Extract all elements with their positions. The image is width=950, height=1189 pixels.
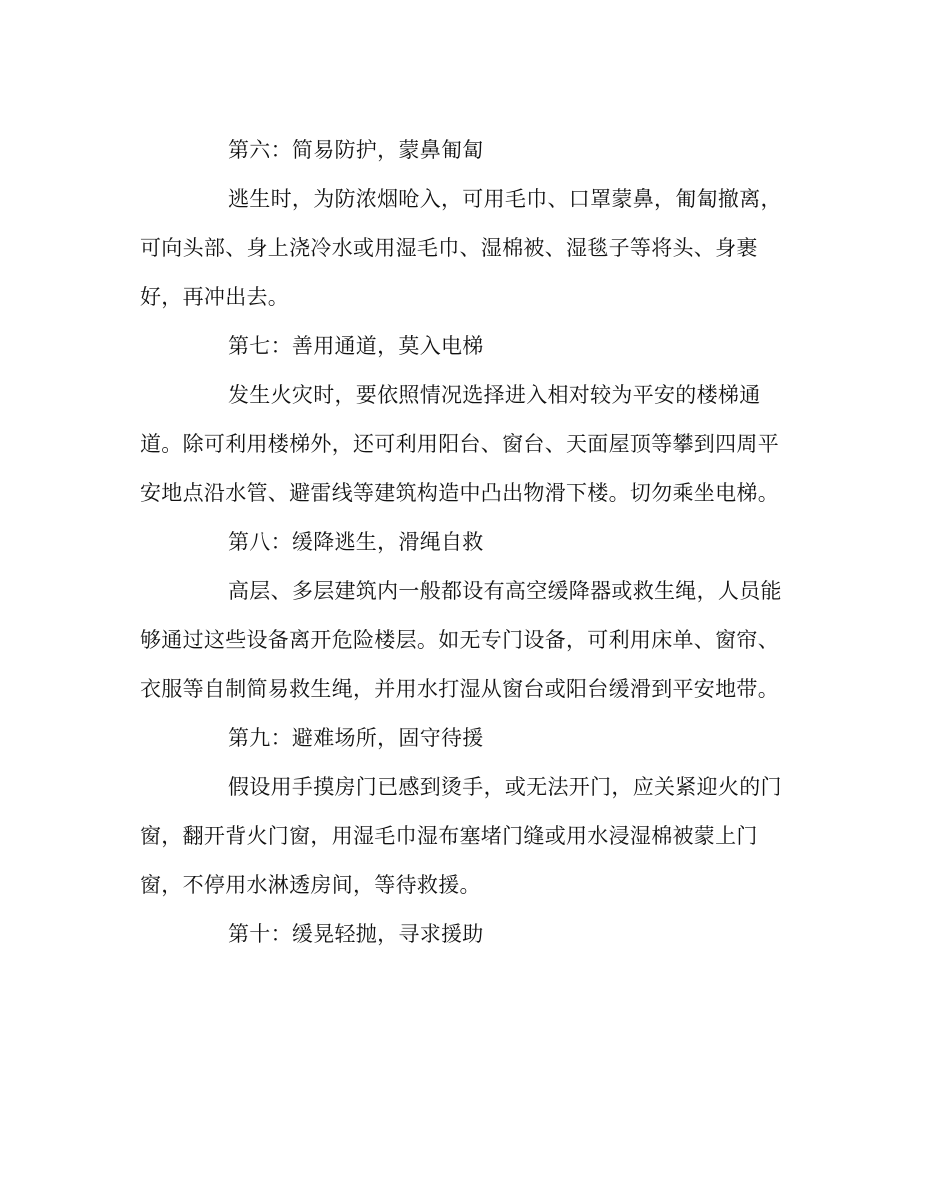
paragraph-line: 窗，不停用水淋透房间，等待救援。 bbox=[140, 873, 481, 897]
paragraph-line: 够通过这些设备离开危险楼层。如无专门设备，可利用床单、窗帘、 bbox=[140, 628, 779, 652]
paragraph-line: 窗，翻开背火门窗，用湿毛巾湿布塞堵门缝或用水浸湿棉被蒙上门 bbox=[140, 824, 758, 848]
paragraph-line: 安地点沿水管、避雷线等建筑构造中凸出物滑下楼。切勿乘坐电梯。 bbox=[140, 481, 779, 505]
section-heading: 第十：缓晃轻抛，寻求援助 bbox=[228, 922, 484, 946]
paragraph-line: 发生火灾时，要依照情况选择进入相对较为平安的楼梯通 bbox=[228, 383, 761, 407]
paragraph-line: 假设用手摸房门已感到烫手，或无法开门，应关紧迎火的门 bbox=[228, 775, 782, 799]
paragraph-line: 衣服等自制简易救生绳，并用水打湿从窗台或阳台缓滑到平安地带。 bbox=[140, 677, 779, 701]
paragraph-line: 高层、多层建筑内一般都设有高空缓降器或救生绳，人员能 bbox=[228, 579, 782, 603]
section-heading: 第八：缓降逃生，滑绳自救 bbox=[228, 530, 484, 554]
paragraph-line: 好，再冲出去。 bbox=[140, 285, 290, 309]
document-page bbox=[140, 126, 795, 959]
paragraph-line: 可向头部、身上浇冷水或用湿毛巾、湿棉被、湿毯子等将头、身裹 bbox=[140, 236, 758, 260]
paragraph-line: 逃生时，为防浓烟呛入，可用毛巾、口罩蒙鼻，匍匐撤离， bbox=[228, 187, 782, 211]
section-heading: 第六：简易防护，蒙鼻匍匐 bbox=[228, 138, 484, 162]
paragraph-line: 道。除可利用楼梯外，还可利用阳台、窗台、天面屋顶等攀到四周平 bbox=[140, 432, 779, 456]
section-heading: 第九：避难场所，固守待援 bbox=[228, 726, 484, 750]
section-heading: 第七：善用通道，莫入电梯 bbox=[228, 334, 484, 358]
